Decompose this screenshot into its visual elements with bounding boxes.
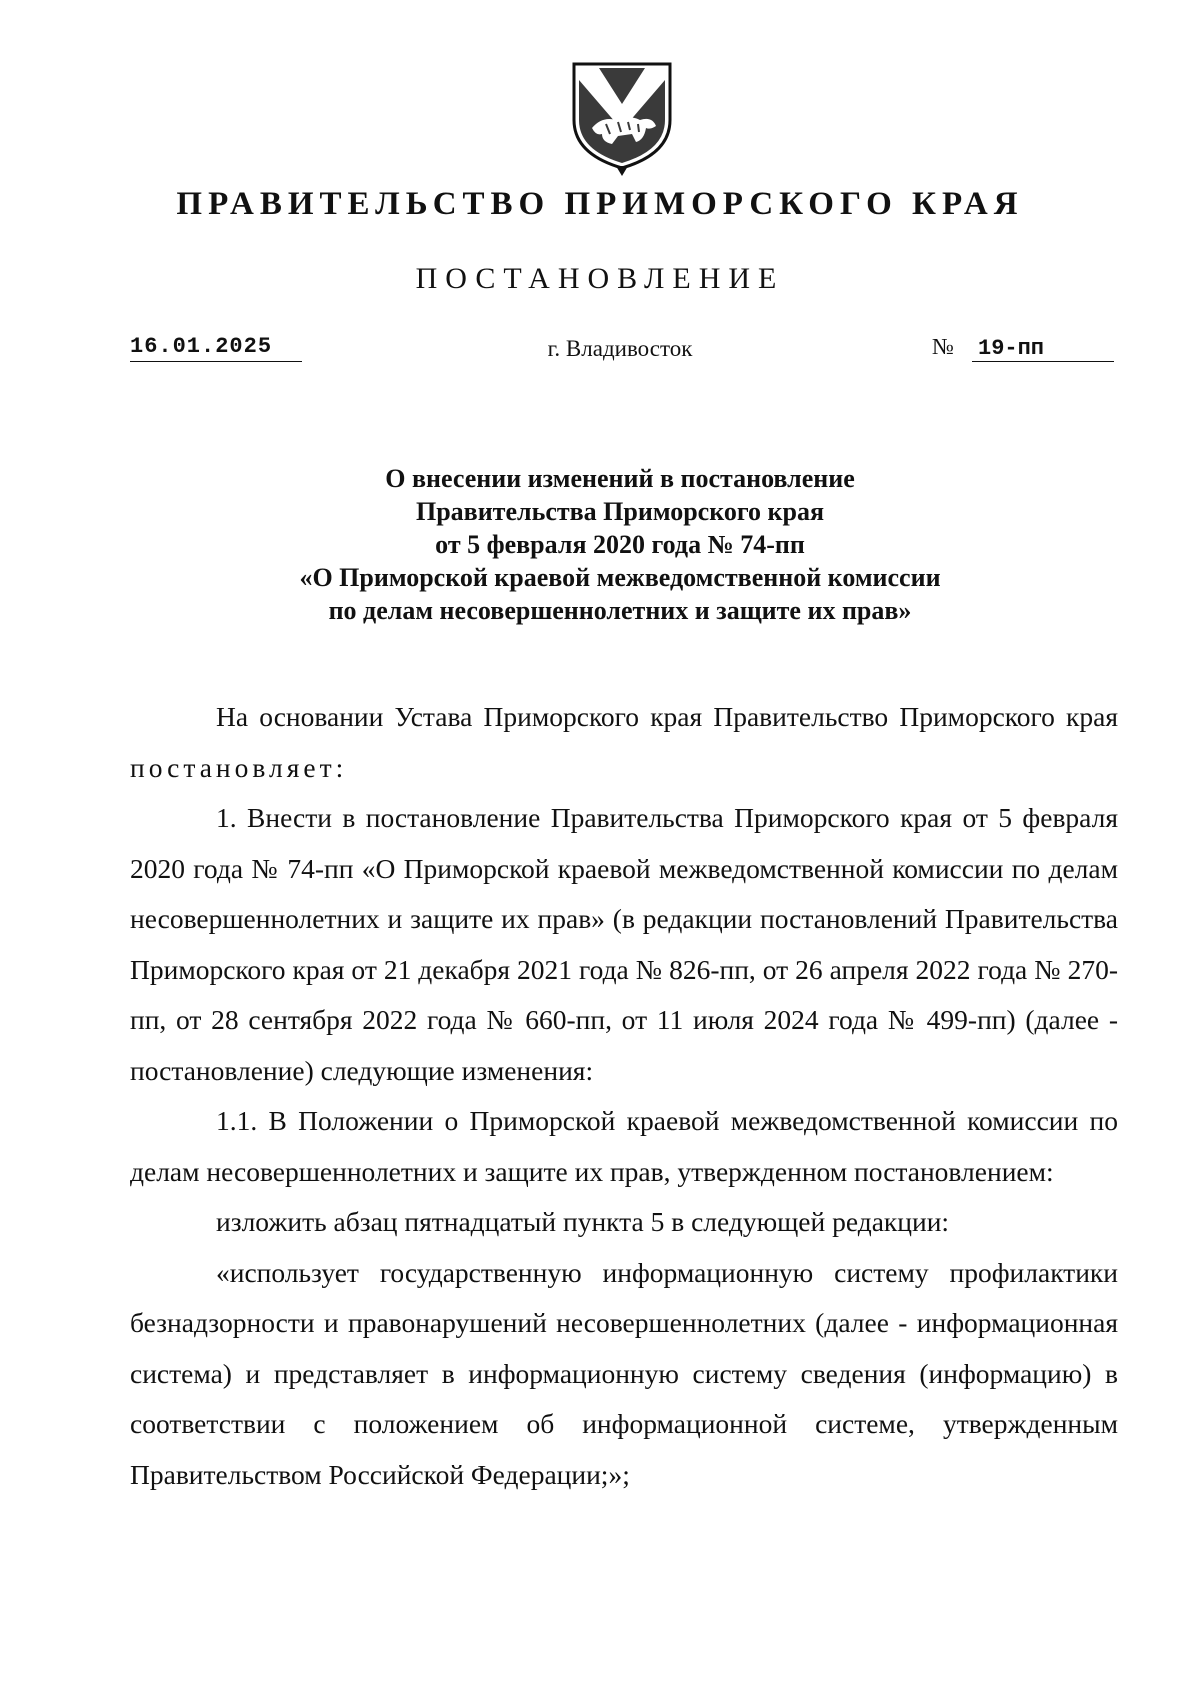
paragraph-item-1: 1. Внести в постановление Правительства Приморского края от 5 февраля 2020 года № 74-пп «О Приморской краевой межведомственной комиссии по делам несовершеннолетних и защите их прав» (в редакции постановлений Правительства Приморского края от 21 декабря 2021 года № 826-пп, от 26 апреля 2022 года № 270-пп, от 28 сентября 2022 года № 660-пп, от 11 июля 2024 года № 499-пп) (далее - постановление) следующие изменения: — [130, 802, 1118, 1086]
document-date: 16.01.2025 — [130, 334, 302, 362]
document-type: ПОСТАНОВЛЕНИЕ — [415, 262, 785, 295]
heading-line: О внесении изменений в постановление — [385, 464, 855, 493]
document-heading — [0, 462, 1200, 627]
paragraph-basis — [130, 692, 1118, 793]
resolves-word: постановляет: — [130, 751, 348, 783]
coat-of-arms-icon — [566, 58, 678, 176]
heading-line: от 5 февраля 2020 года № 74-пп — [435, 530, 805, 559]
heading-line: Правительства Приморского края — [415, 497, 825, 526]
government-title: ПРАВИТЕЛЬСТВО ПРИМОРСКОГО КРАЯ — [176, 186, 1024, 222]
heading-line: по делам несовершеннолетних и защите их прав» — [328, 596, 912, 625]
basis-text: На основании Устава Приморского края Правительство Приморского края — [216, 701, 1118, 732]
paragraph-new-wording: «использует государственную информационную систему профилактики безнадзорности и правонарушений несовершеннолетних (далее - информационная система) и представляет в информационную систему сведения (информацию) в соответствии с положением об информационной системе, утвержденным Правительством Российской Федерации;»; — [130, 1256, 1118, 1490]
document-city: г. Владивосток — [547, 336, 693, 361]
document-number-block — [932, 334, 1122, 362]
paragraph-item-1-1: 1.1. В Положении о Приморской краевой межведомственной комиссии по делам несовершеннолетних и защите их прав, утвержденном постановлением: — [130, 1105, 1118, 1187]
document-number: 19-пп — [972, 336, 1114, 362]
document-body — [130, 692, 1118, 1500]
paragraph-instruction: изложить абзац пятнадцатый пункта 5 в следующей редакции: — [216, 1206, 950, 1237]
number-sign: № — [932, 334, 954, 359]
heading-line: «О Приморской краевой межведомственной комиссии — [299, 563, 941, 592]
